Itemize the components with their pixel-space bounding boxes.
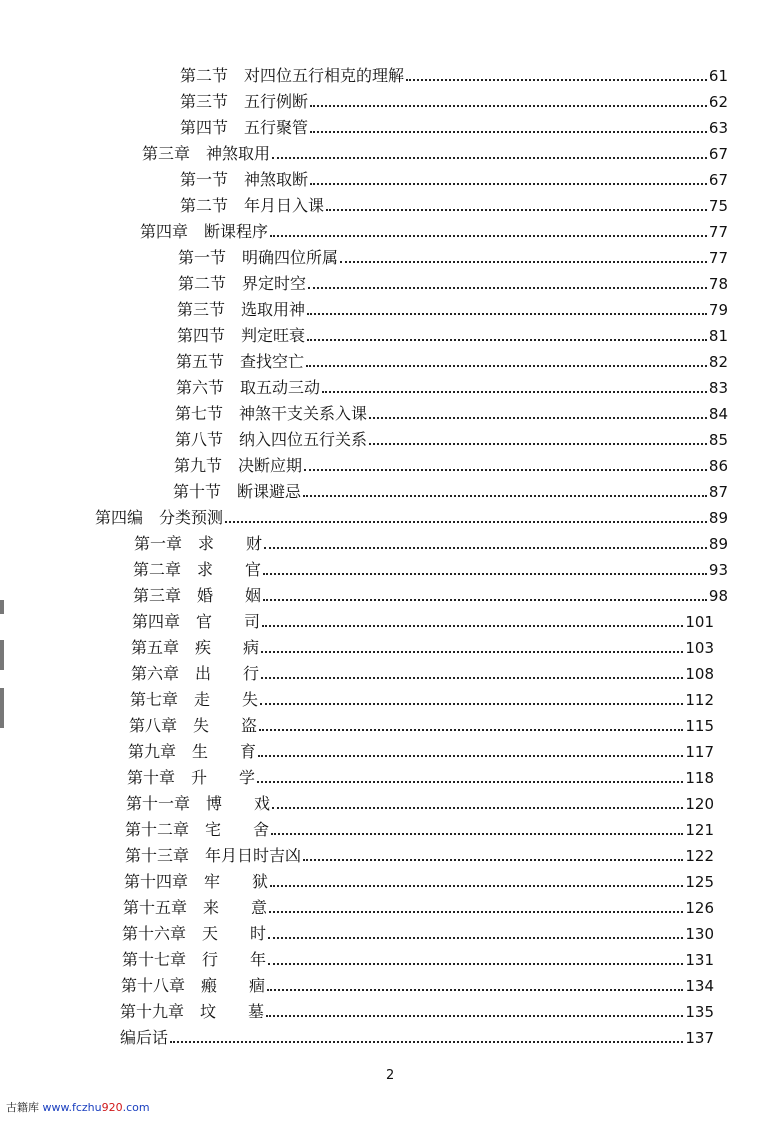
toc-entry — [123, 894, 714, 918]
toc-entry-number: 第十节 — [173, 482, 222, 501]
dot-leader — [272, 807, 683, 809]
toc-entry — [140, 218, 728, 242]
toc-entry — [133, 582, 728, 606]
toc-entry-number: 第八节 — [175, 430, 224, 449]
toc-entry-title: 行 年 — [202, 950, 267, 969]
toc-entry-title: 来 意 — [203, 898, 268, 917]
toc-entry-number: 第一节 — [178, 248, 227, 267]
toc-entry-title: 年月日入课 — [244, 196, 325, 215]
dot-leader — [272, 157, 707, 159]
toc-entry-page: 82 — [708, 353, 728, 371]
dot-leader — [225, 521, 707, 523]
toc-entry-number: 第六节 — [176, 378, 225, 397]
watermark-site-number: 920 — [101, 1101, 123, 1114]
toc-entry — [177, 296, 728, 320]
toc-entry-number: 第三节 — [177, 300, 226, 319]
toc-entry-number: 第四章 — [132, 612, 181, 631]
toc-entry-number: 第二章 — [133, 560, 182, 579]
toc-entry — [180, 88, 728, 112]
toc-entry-title: 断课避忌 — [237, 482, 302, 501]
dot-leader — [259, 729, 683, 731]
dot-leader — [310, 183, 707, 185]
toc-entry — [128, 738, 714, 762]
toc-entry-title: 疾 病 — [195, 638, 260, 657]
toc-entry-title: 纳入四位五行关系 — [239, 430, 368, 449]
dot-leader — [304, 469, 707, 471]
toc-entry-page: 134 — [685, 977, 714, 995]
toc-entry-page: 83 — [708, 379, 728, 397]
toc-entry-number: 第四编 — [95, 508, 144, 527]
toc-entry — [133, 556, 728, 580]
dot-leader — [303, 495, 707, 497]
toc-entry-number: 编后话 — [120, 1028, 169, 1047]
toc-entry-number: 第十九章 — [120, 1002, 185, 1021]
toc-entry-page: 78 — [708, 275, 728, 293]
toc-entry-title: 神煞干支关系入课 — [239, 404, 368, 423]
toc-entry-number: 第二节 — [180, 196, 229, 215]
dot-leader — [270, 235, 707, 237]
toc-entry — [124, 868, 714, 892]
toc-entry — [174, 452, 728, 476]
toc-entry-page: 77 — [708, 223, 728, 241]
toc-entry-title: 年月日时吉凶 — [205, 846, 302, 865]
toc-entry-page: 87 — [708, 483, 728, 501]
dot-leader — [307, 313, 707, 315]
toc-entry-title: 界定时空 — [242, 274, 307, 293]
dot-leader — [260, 703, 683, 705]
toc-entry-number: 第十一章 — [126, 794, 191, 813]
toc-entry — [127, 764, 714, 788]
toc-entry-page: 93 — [708, 561, 728, 579]
toc-entry-title: 五行聚管 — [244, 118, 309, 137]
toc-entry-page: 98 — [708, 587, 728, 605]
dot-leader — [322, 391, 707, 393]
toc-entry-page: 63 — [708, 119, 728, 137]
dot-leader — [263, 573, 707, 575]
toc-entry — [142, 140, 728, 164]
toc-entry — [178, 244, 728, 268]
toc-entry-page: 117 — [685, 743, 714, 761]
toc-entry-number: 第八章 — [129, 716, 178, 735]
toc-entry-title: 牢 狱 — [204, 872, 269, 891]
toc-entry-number: 第十二章 — [125, 820, 190, 839]
toc-entry-number: 第三节 — [180, 92, 229, 111]
dot-leader — [369, 417, 707, 419]
toc-entry-title: 瘢 痼 — [201, 976, 266, 995]
toc-entry-number: 第十四章 — [124, 872, 189, 891]
dot-leader — [170, 1041, 683, 1043]
toc-entry-page: 135 — [685, 1003, 714, 1021]
dot-leader — [303, 859, 683, 861]
toc-entry-title: 断课程序 — [204, 222, 269, 241]
toc-entry-page: 79 — [708, 301, 728, 319]
dot-leader — [262, 625, 683, 627]
toc-entry-title: 婚 姻 — [197, 586, 262, 605]
watermark-site-suffix: .com — [122, 1101, 150, 1114]
toc-entry — [120, 1024, 714, 1048]
toc-entry-page: 125 — [685, 873, 714, 891]
toc-entry-number: 第七节 — [175, 404, 224, 423]
toc-entry-title: 求 官 — [197, 560, 262, 579]
toc-entry-title: 神煞取用 — [206, 144, 271, 163]
dot-leader — [271, 833, 683, 835]
toc-entry-page: 67 — [708, 171, 728, 189]
toc-entry-number: 第三章 — [133, 586, 182, 605]
toc-entry-title: 选取用神 — [241, 300, 306, 319]
toc-entry-page: 115 — [685, 717, 714, 735]
toc-entry — [131, 660, 714, 684]
toc-entry-page: 137 — [685, 1029, 714, 1047]
toc-entry-page: 126 — [685, 899, 714, 917]
dot-leader — [406, 79, 707, 81]
toc-entry-title: 对四位五行相克的理解 — [244, 66, 405, 85]
toc-entry-page: 103 — [685, 639, 714, 657]
toc-entry-page: 62 — [708, 93, 728, 111]
toc-entry — [176, 348, 728, 372]
toc-entry-page: 118 — [685, 769, 714, 787]
toc-entry — [178, 270, 728, 294]
toc-entry-page: 120 — [685, 795, 714, 813]
toc-entry — [180, 192, 728, 216]
toc-entry — [180, 114, 728, 138]
toc-entry-number: 第十章 — [127, 768, 176, 787]
toc-entry — [120, 998, 714, 1022]
toc-entry — [125, 842, 714, 866]
toc-entry-number: 第三章 — [142, 144, 191, 163]
toc-entry-title: 判定旺衰 — [241, 326, 306, 345]
toc-entry — [175, 426, 728, 450]
toc-entry — [125, 816, 714, 840]
toc-entry-page: 122 — [685, 847, 714, 865]
toc-entry-number: 第十八章 — [121, 976, 186, 995]
toc-entry-page: 85 — [708, 431, 728, 449]
toc-entry — [131, 634, 714, 658]
dot-leader — [263, 599, 707, 601]
dot-leader — [258, 755, 683, 757]
toc-entry — [180, 166, 728, 190]
toc-entry-page: 131 — [685, 951, 714, 969]
toc-entry-page: 108 — [685, 665, 714, 683]
toc-entry-title: 天 时 — [202, 924, 267, 943]
toc-entry-number: 第一章 — [134, 534, 183, 553]
dot-leader — [326, 209, 707, 211]
toc-entry-number: 第四节 — [177, 326, 226, 345]
toc-entry — [134, 530, 728, 554]
dot-leader — [266, 1015, 683, 1017]
toc-entry-title: 取五动三动 — [240, 378, 321, 397]
toc-entry — [95, 504, 728, 528]
toc-entry-title: 升 学 — [191, 768, 256, 787]
dot-leader — [308, 287, 707, 289]
dot-leader — [261, 651, 683, 653]
toc-entry-page: 84 — [708, 405, 728, 423]
toc-entry-title: 查找空亡 — [240, 352, 305, 371]
toc-entry-number: 第五节 — [176, 352, 225, 371]
toc-entry-number: 第十三章 — [125, 846, 190, 865]
toc-entry-number: 第二节 — [180, 66, 229, 85]
toc-entry-page: 61 — [708, 67, 728, 85]
toc-entry-page: 75 — [708, 197, 728, 215]
toc-entry — [121, 972, 714, 996]
toc-entry-page: 101 — [685, 613, 714, 631]
toc-entry-page: 67 — [708, 145, 728, 163]
toc-entry-title: 博 戏 — [206, 794, 271, 813]
dot-leader — [267, 989, 683, 991]
toc-entry-number: 第十五章 — [123, 898, 188, 917]
toc-entry-title: 分类预测 — [159, 508, 224, 527]
watermark — [6, 1099, 150, 1115]
dot-leader — [307, 339, 707, 341]
toc-entry-number: 第四章 — [140, 222, 189, 241]
dot-leader — [261, 677, 683, 679]
watermark-prefix: 古籍库 — [6, 1101, 43, 1114]
toc-entry — [176, 374, 728, 398]
toc-entry-page: 77 — [708, 249, 728, 267]
scan-edge-mark — [0, 688, 4, 728]
toc-entry-number: 第四节 — [180, 118, 229, 137]
dot-leader — [306, 365, 707, 367]
toc-entry-page: 89 — [708, 535, 728, 553]
dot-leader — [270, 885, 683, 887]
toc-entry-title: 官 司 — [196, 612, 261, 631]
toc-entry-number: 第五章 — [131, 638, 180, 657]
toc-entry-page: 121 — [685, 821, 714, 839]
toc-entry — [130, 686, 714, 710]
scan-edge-mark — [0, 640, 4, 670]
toc-entry-number: 第一节 — [180, 170, 229, 189]
toc-entry-title: 神煞取断 — [244, 170, 309, 189]
page-number: 2 — [386, 1068, 395, 1083]
scan-edge-mark — [0, 600, 4, 614]
toc-entry-title: 失 盗 — [193, 716, 258, 735]
toc-entry-page: 130 — [685, 925, 714, 943]
toc-entry-title: 决断应期 — [238, 456, 303, 475]
toc-entry-title: 明确四位所属 — [242, 248, 339, 267]
dot-leader — [264, 547, 707, 549]
toc-entry — [173, 478, 728, 502]
dot-leader — [257, 781, 683, 783]
watermark-site: www.fczhu — [42, 1101, 102, 1114]
toc-entry — [175, 400, 728, 424]
dot-leader — [268, 937, 683, 939]
dot-leader — [340, 261, 707, 263]
toc-entry-page: 89 — [708, 509, 728, 527]
toc-entry — [180, 62, 728, 86]
toc-entry-number: 第九节 — [174, 456, 223, 475]
toc-entry — [129, 712, 714, 736]
toc-entry-page: 112 — [685, 691, 714, 709]
toc-entry-title: 出 行 — [195, 664, 260, 683]
toc-entry — [122, 946, 714, 970]
toc-entry-number: 第二节 — [178, 274, 227, 293]
dot-leader — [310, 105, 707, 107]
toc-entry-number: 第十七章 — [122, 950, 187, 969]
toc-entry-number: 第六章 — [131, 664, 180, 683]
toc-entry-number: 第十六章 — [122, 924, 187, 943]
toc-entry-title: 坟 墓 — [200, 1002, 265, 1021]
toc-entry — [177, 322, 728, 346]
toc-entry-number: 第九章 — [128, 742, 177, 761]
toc-entry-title: 求 财 — [198, 534, 263, 553]
dot-leader — [310, 131, 707, 133]
toc-entry — [122, 920, 714, 944]
toc-entry-title: 宅 舍 — [205, 820, 270, 839]
toc-entry-title: 走 失 — [194, 690, 259, 709]
toc-entry-page: 81 — [708, 327, 728, 345]
dot-leader — [369, 443, 707, 445]
dot-leader — [269, 911, 683, 913]
toc-entry-title: 生 育 — [192, 742, 257, 761]
toc-entry-number: 第七章 — [130, 690, 179, 709]
dot-leader — [268, 963, 683, 965]
toc-entry — [126, 790, 714, 814]
toc-entry — [132, 608, 714, 632]
toc-entry-page: 86 — [708, 457, 728, 475]
toc-entry-title: 五行例断 — [244, 92, 309, 111]
